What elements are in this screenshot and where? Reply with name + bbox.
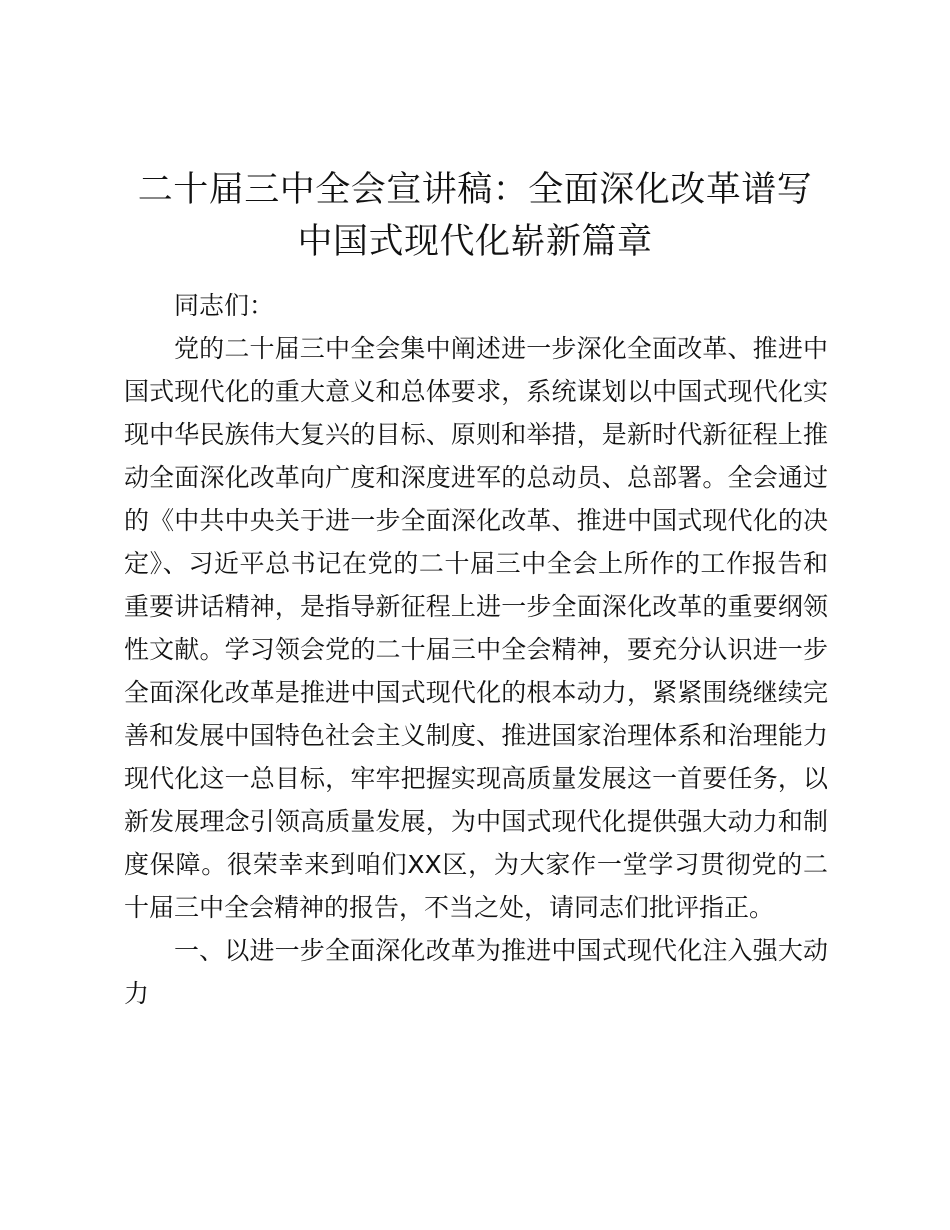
salutation: 同志们： [174,291,275,320]
document-title: 二十届三中全会宣讲稿：全面深化改革谱写中国式现代化崭新篇章 [137,170,813,262]
document-body [124,284,828,1015]
section-heading-1: 一、以进一步全面深化改革为推进中国式现代化注入强大动力 [124,936,828,1008]
intro-paragraph: 党的二十届三中全会集中阐述进一步深化全面改革、推进中国式现代化的重大意义和总体要求，系统谋划以中国式现代化实现中华民族伟大复兴的目标、原则和举措，是新时代新征程上推动全面深化改革向广度和深度进军的总动员、总部署。全会通过的《中共中央关于进一步全面深化改革、推进中国式现代化的决定》、习近平总书记在党的二十届三中全会上所作的工作报告和重要讲话精神，是指导新征程上进一步全面深化改革的重要纲领性文献。学习领会党的二十届三中全会精神，要充分认识进一步全面深化改革是推进中国式现代化的根本动力，紧紧围绕继续完善和发展中国特色社会主义制度、推进国家治理体系和治理能力现代化这一总目标，牢牢把握实现高质量发展这一首要任务，以新发展理念引领高质量发展，为中国式现代化提供强大动力和制度保障。很荣幸来到咱们XX区，为大家作一堂学习贯彻党的二十届三中全会精神的报告，不当之处，请同志们批评指正。 [124,334,828,922]
